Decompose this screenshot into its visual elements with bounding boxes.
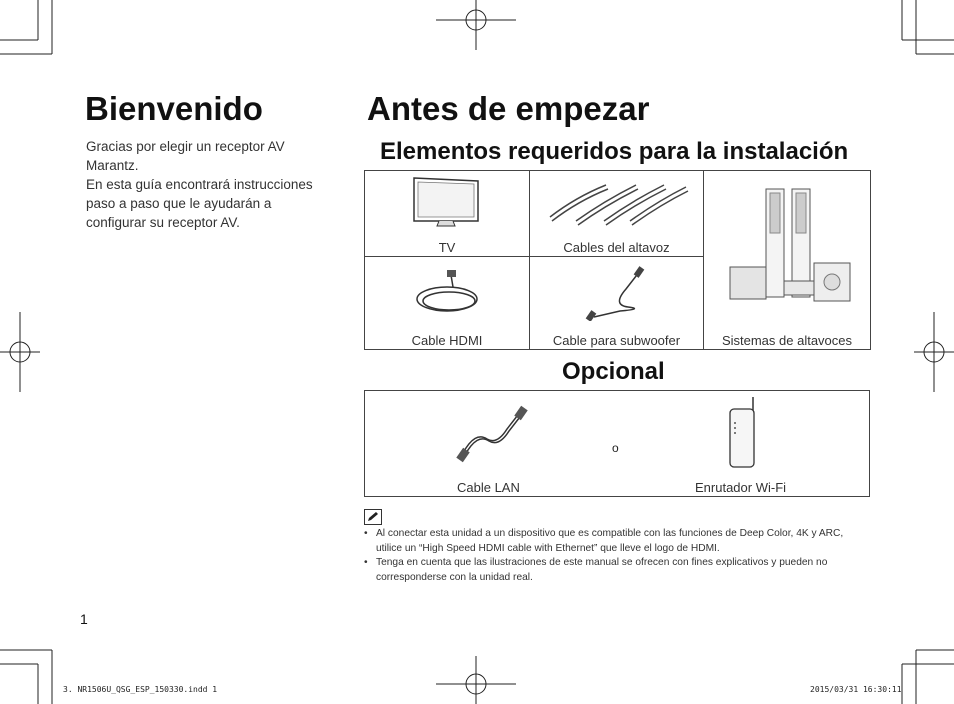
slug-file: 3. NR1506U_QSG_ESP_150330.indd 1 (63, 685, 218, 694)
subwoofer-cable-cell (530, 257, 704, 350)
or-label: o (612, 441, 619, 455)
welcome-line: paso a paso que le ayudarán a (86, 196, 272, 211)
lan-cable-icon (453, 405, 529, 463)
welcome-text (86, 137, 336, 232)
note-item: • Al conectar esta unidad a un dispositivo que es compatible con las funciones de Deep Color, 4K y ARC, utilice un “High Speed HDMI cable with Ethernet” que lleve el logo de HDMI. (364, 527, 872, 556)
welcome-line: configurar su receptor AV. (86, 215, 240, 230)
notes (364, 527, 872, 585)
required-heading: Elementos requeridos para la instalación (380, 138, 849, 165)
note-item: • Tenga en cuenta que las ilustraciones de este manual se ofrecen con fines explicativos y pueden no corresponderse con la unidad real. (364, 556, 872, 585)
welcome-title: Bienvenido (85, 90, 263, 127)
speaker-systems-label: Sistemas de altavoces (721, 333, 853, 348)
slug-date: 2015/03/31 16:30:11 (810, 685, 902, 694)
subwoofer-cable-label: Cable para subwoofer (552, 333, 681, 348)
speaker-cables-label: Cables del altavoz (563, 240, 670, 255)
hdmi-cable-icon (413, 269, 483, 319)
tv-label: TV (438, 240, 456, 255)
before-title: Antes de empezar (367, 90, 650, 127)
welcome-line: Gracias por elegir un receptor AV (86, 139, 285, 154)
router-icon (727, 395, 759, 471)
subwoofer-cable-icon (580, 265, 652, 321)
speaker-systems-cell (704, 171, 871, 350)
optional-heading: Opcional (562, 358, 665, 385)
optional-box (364, 390, 870, 497)
required-items-table (364, 170, 871, 350)
welcome-line: Marantz. (86, 158, 139, 173)
speaker-cables-icon (546, 177, 690, 229)
hdmi-cell (365, 257, 530, 350)
tv-icon (411, 175, 481, 229)
hdmi-label: Cable HDMI (411, 333, 483, 348)
page-number: 1 (80, 611, 88, 627)
pencil-note-icon (364, 509, 382, 525)
tv-cell (365, 171, 530, 257)
speakers-icon (726, 185, 856, 307)
lan-label: Cable LAN (457, 480, 520, 495)
router-label: Enrutador Wi-Fi (695, 480, 787, 495)
welcome-line: En esta guía encontrará instrucciones (86, 177, 313, 192)
speaker-cables-cell (530, 171, 704, 257)
